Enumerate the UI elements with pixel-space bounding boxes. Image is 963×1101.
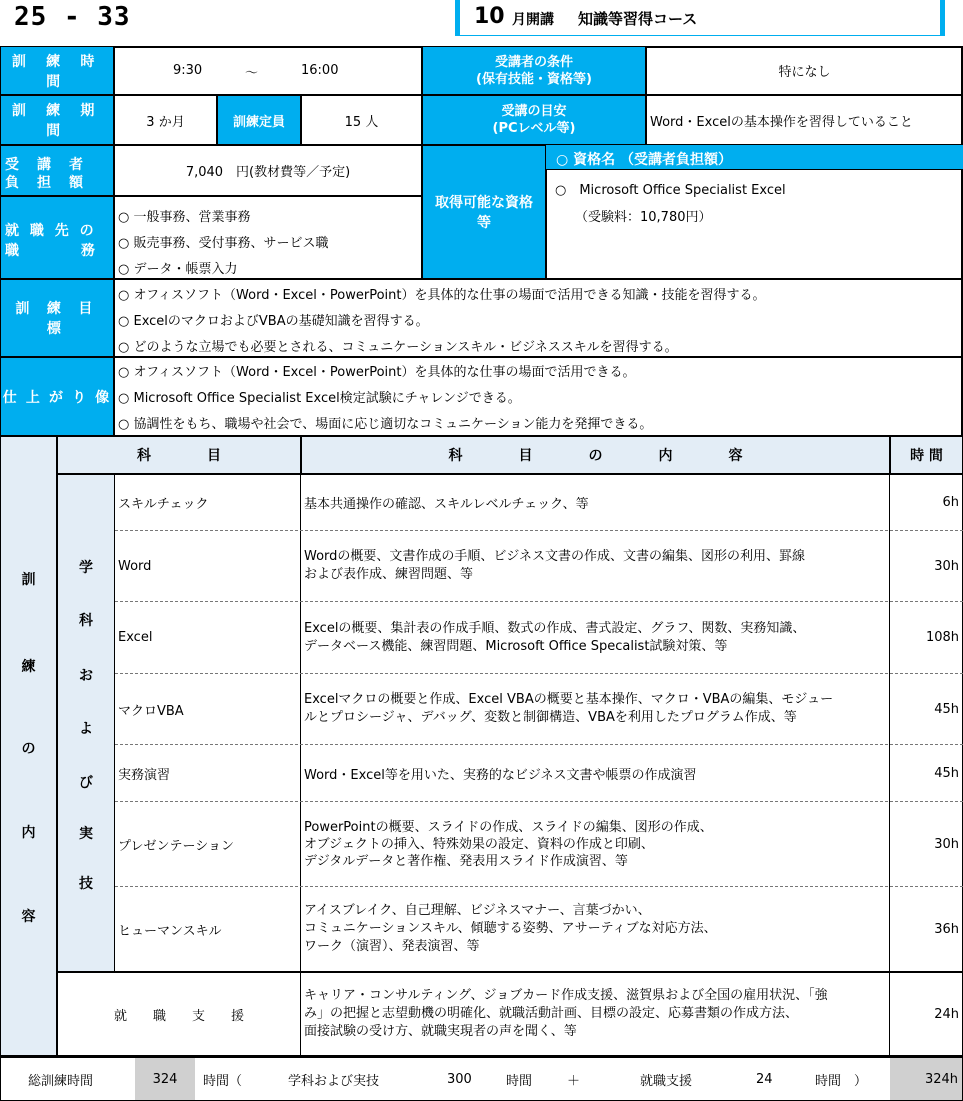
- content-line: コミュニケーションスキル、傾聴する姿勢、アサーティブな対応方法、: [304, 921, 717, 936]
- goals-label: 訓 練 目 標: [0, 279, 114, 357]
- course-month-suffix: 月開講: [512, 12, 554, 28]
- period-label: 訓 練 期 間: [0, 95, 114, 145]
- support-content: [304, 973, 888, 1055]
- goals-item: ○ オフィスソフト（Word・Excel・PowerPoint）を具体的な仕事の場面で活用できる知識・技能を習得する。: [118, 288, 766, 303]
- guide-label-line1: 受講の目安: [501, 104, 567, 119]
- qualification-body: [546, 170, 963, 279]
- hours-start: 9:30: [173, 63, 203, 78]
- total-value: 324: [135, 1058, 195, 1100]
- conditions-label-line1: 受講者の条件: [494, 54, 573, 70]
- content-line: デジタルデータと著作権、発表用スライド作成演習、等: [304, 853, 628, 869]
- group-char: 学: [79, 560, 93, 576]
- total-label: 総訓練時間: [28, 1074, 94, 1089]
- total-support-unit: 時間 ）: [815, 1074, 868, 1089]
- subject-cell: スキルチェック: [118, 497, 209, 512]
- side-char: の: [21, 741, 36, 757]
- hours-cell: 6h: [942, 495, 959, 510]
- content-cell: [304, 531, 888, 601]
- group-char: お: [79, 668, 93, 684]
- curriculum-group-label: [57, 474, 115, 972]
- jobs-label-line1: 就 職 先 の: [5, 223, 97, 239]
- goals-item: ○ どのような立場でも必要とされる、コミュニケーションスキル・ビジネススキルを習得する。: [118, 340, 678, 355]
- conditions-value: 特になし: [646, 46, 963, 95]
- capacity-label: 訓練定員: [217, 95, 301, 145]
- course-title-box: [455, 0, 945, 36]
- hours-cell: 45h: [934, 701, 959, 717]
- jobs-label-line2: 職 務: [5, 243, 98, 259]
- qualification-item: ○ Microsoft Office Specialist Excel: [555, 183, 786, 198]
- content-line: Excelマクロの概要と作成、Excel VBAの概要と基本操作、マクロ・VBAの編集、モジュー: [304, 692, 834, 707]
- course-code: 25 - 33: [14, 2, 131, 32]
- support-hours: 24h: [934, 1006, 959, 1022]
- cost-value: 7,040 円(教材費等／予定): [114, 145, 422, 196]
- content-line: Excelの概要、集計表の作成手順、数式の作成、書式設定、グラフ、関数、実務知識、: [304, 620, 806, 636]
- side-char: 内: [21, 825, 36, 841]
- content-line: および表作成、練習問題、等: [304, 567, 474, 582]
- col-hours-header: 時 間: [890, 436, 963, 474]
- hours-cell: 36h: [934, 921, 959, 937]
- content-cell: [304, 802, 888, 886]
- qualification-label: 取得可能な資格等: [422, 145, 546, 279]
- hours-cell: 30h: [934, 558, 959, 574]
- guide-label: [422, 95, 646, 145]
- total-grand: 324h: [890, 1058, 962, 1100]
- total-unit-open: 時間（: [203, 1074, 243, 1089]
- group-char: び: [79, 775, 93, 791]
- group-char: よ: [79, 721, 93, 737]
- content-line: Word・Excel等を用いた、実務的なビジネス文書や帳票の作成演習: [304, 767, 697, 783]
- group-char: 実: [79, 826, 93, 842]
- hours-sep: ～: [245, 66, 259, 81]
- conditions-label: [422, 46, 646, 95]
- total-support-label: 就職支援: [640, 1074, 693, 1089]
- hours-cell: [114, 46, 422, 95]
- total-academic-label: 学科および実技: [288, 1074, 380, 1089]
- total-plus: ＋: [567, 1074, 581, 1089]
- outcome-item: ○ Microsoft Office Specialist Excel検定試験にチャレンジできる。: [118, 391, 521, 406]
- capacity-value: 15 人: [301, 95, 422, 145]
- content-line: 面接試験の受け方、就職実現者の声を聞く、等: [304, 1024, 577, 1039]
- hours-cell: 30h: [934, 836, 959, 852]
- guide-label-line2: (PCレベル等): [492, 121, 576, 136]
- side-char: 練: [21, 659, 36, 675]
- jobs-item: ○ データ・帳票入力: [118, 262, 238, 277]
- goals-item: ○ ExcelのマクロおよびVBAの基礎知識を習得する。: [118, 314, 429, 329]
- content-line: オブジェクトの挿入、特殊効果の設定、資料の作成と印刷、: [304, 836, 654, 852]
- divider-subject: [300, 474, 301, 1056]
- cost-label: [0, 145, 114, 196]
- side-char: 訓: [21, 572, 36, 588]
- jobs-list: [114, 196, 422, 279]
- content-line: ルとプロシージャ、デバッグ、変数と制御構造、VBAを利用したプログラム作成、等: [304, 710, 797, 725]
- content-line: ワーク（演習）、発表演習、等: [304, 939, 480, 954]
- content-line: データベース機能、練習問題、Microsoft Office Specalist試験対策、等: [304, 638, 728, 654]
- hours-end: 16:00: [301, 63, 339, 78]
- outcome-item: ○ オフィスソフト（Word・Excel・PowerPoint）を具体的な仕事の場面で活用できる。: [118, 365, 636, 380]
- subject-cell: Word: [118, 558, 152, 574]
- total-academic-value: 300: [447, 1072, 472, 1087]
- content-line: キャリア・コンサルティング、ジョブカード作成支援、滋賀県および全国の雇用状況、「強: [304, 988, 828, 1003]
- cost-label-line2: 負 担 額: [5, 175, 85, 191]
- goals-list: [114, 279, 963, 357]
- period-value: 3 か月: [114, 95, 217, 145]
- hours-label: 訓 練 時 間: [0, 46, 114, 95]
- subject-cell: Excel: [118, 630, 153, 645]
- content-line: アイスブレイク、自己理解、ビジネスマナー、言葉づかい、: [304, 903, 651, 918]
- col-content-header: 科 目 の 内 容: [301, 436, 890, 474]
- guide-value: Word・Excelの基本操作を習得していること: [646, 95, 963, 145]
- jobs-label: [0, 196, 114, 279]
- outcome-label: 仕 上 が り 像: [0, 357, 114, 436]
- side-char: 容: [21, 909, 36, 925]
- outcome-list: [114, 357, 963, 436]
- jobs-item: ○ 販売事務、受付事務、サービス職: [118, 236, 329, 251]
- course-month: 10: [474, 4, 505, 29]
- course-type: 知識等習得コース: [578, 10, 698, 28]
- subject-cell: プレゼンテーション: [118, 838, 234, 854]
- content-cell: [304, 887, 888, 971]
- total-academic-unit: 時間: [506, 1074, 533, 1089]
- conditions-label-line2: (保有技能・資格等): [476, 71, 592, 87]
- content-cell: [304, 745, 888, 801]
- jobs-item: ○ 一般事務、営業事務: [118, 210, 251, 225]
- content-line: PowerPointの概要、スライドの作成、スライドの編集、図形の作成、: [304, 819, 713, 835]
- content-line: み」の把握と志望動機の明確化、就職活動計画、目標の設定、応募書類の作成方法、: [304, 1006, 799, 1021]
- group-char: 技: [79, 876, 93, 892]
- subject-cell: ヒューマンスキル: [118, 923, 222, 939]
- qualification-fee: （受験料：10,780円）: [575, 210, 712, 225]
- content-cell: [304, 475, 888, 530]
- content-line: Wordの概要、文書作成の手順、ビジネス文書の作成、文書の編集、図形の利用、罫線: [304, 549, 806, 564]
- content-line: 基本共通操作の確認、スキルレベルチェック、等: [304, 497, 589, 512]
- subject-cell: 実務演習: [118, 767, 171, 783]
- qualification-header: ○ 資格名 （受講者負担額）: [546, 145, 963, 170]
- total-support-value: 24: [756, 1072, 773, 1087]
- curriculum-side-label: [0, 436, 57, 1056]
- support-subject: 就 職 支 援: [113, 1008, 244, 1024]
- col-subject-header: 科 目: [57, 436, 301, 474]
- content-cell: [304, 674, 888, 744]
- outcome-item: ○ 協調性をもち、職場や社会で、場面に応じ適切なコミュニケーション能力を発揮できる。: [118, 417, 653, 432]
- group-char: 科: [79, 613, 93, 629]
- content-cell: [304, 602, 888, 673]
- hours-cell: 45h: [934, 765, 959, 781]
- cost-label-line1: 受 講 者: [5, 157, 85, 173]
- hours-cell: 108h: [925, 630, 959, 645]
- subject-cell: マクロVBA: [118, 703, 184, 719]
